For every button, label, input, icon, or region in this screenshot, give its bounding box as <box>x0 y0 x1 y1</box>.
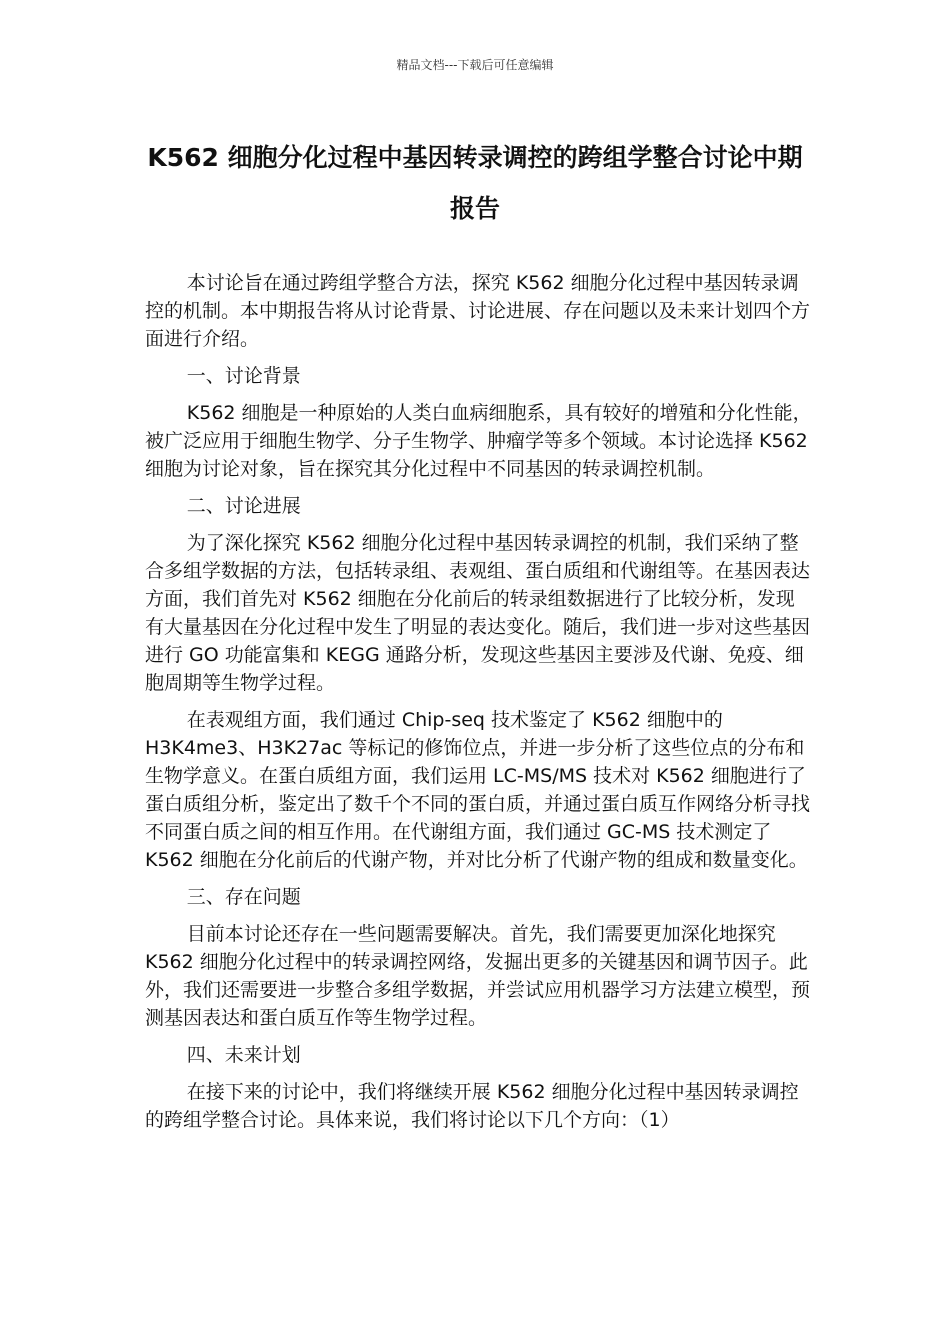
section-heading: 四、未来计划 <box>186 1044 301 1066</box>
body-paragraph: 在接下来的讨论中，我们将继续开展 K562 细胞分化过程中基因转录调控的跨组学整合讨论。具体来说，我们将讨论以下几个方向：（1） <box>145 1081 799 1131</box>
body-paragraph: 目前本讨论还存在一些问题需要解决。首先，我们需要更加深化地探究 K562 细胞分化过程中的转录调控网络，发掘出更多的关键基因和调节因子。此外，我们还需要进一步整合多组学数据，并尝试应用机器学习方法建立模型，预测基因表达和蛋白质互作等生物学过程。 <box>145 923 811 1029</box>
section-heading: 一、讨论背景 <box>186 365 301 387</box>
body-paragraph: K562 细胞是一种原始的人类白血病细胞系，具有较好的增殖和分化性能，被广泛应用于细胞生物学、分子生物学、肿瘤学等多个领域。本讨论选择 K562 细胞为讨论对象，旨在探究其分化过程中不同基因的转录调控机制。 <box>145 402 812 480</box>
page-title: K562 细胞分化过程中基因转录调控的跨组学整合讨论中期报告 <box>147 143 803 223</box>
section-heading: 二、讨论进展 <box>186 495 301 517</box>
document-body <box>145 269 813 1134</box>
section-heading: 三、存在问题 <box>186 886 301 908</box>
body-paragraph: 为了深化探究 K562 细胞分化过程中基因转录调控的机制，我们采纳了整合多组学数据的方法，包括转录组、表观组、蛋白质组和代谢组等。在基因表达方面，我们首先对 K562 细胞在分化前后的转录组数据进行了比较分析，发现有大量基因在分化过程中发生了明显的表达变化。随后，我们进一步对这些基因进行 GO 功能富集和 KEGG 通路分析，发现这些基因主要涉及代谢、免疫、细胞周期等生物学过程。 <box>145 532 811 694</box>
body-paragraph: 在表观组方面，我们通过 Chip-seq 技术鉴定了 K562 细胞中的 H3K4me3、H3K27ac 等标记的修饰位点，并进一步分析了这些位点的分布和生物学意义。在蛋白质组方面，我们运用 LC-MS/MS 技术对 K562 细胞进行了蛋白质组分析，鉴定出了数千个不同的蛋白质，并通过蛋白质互作网络分析寻找不同蛋白质之间的相互作用。在代谢组方面，我们通过 GC-MS 技术测定了 K562 细胞在分化前后的代谢产物，并对比分析了代谢产物的组成和数量变化。 <box>145 709 811 871</box>
header-note: 精品文档---下载后可任意编辑 <box>396 58 554 72</box>
intro-paragraph: 本讨论旨在通过跨组学整合方法，探究 K562 细胞分化过程中基因转录调控的机制。本中期报告将从讨论背景、讨论进展、存在问题以及未来计划四个方面进行介绍。 <box>145 272 811 350</box>
